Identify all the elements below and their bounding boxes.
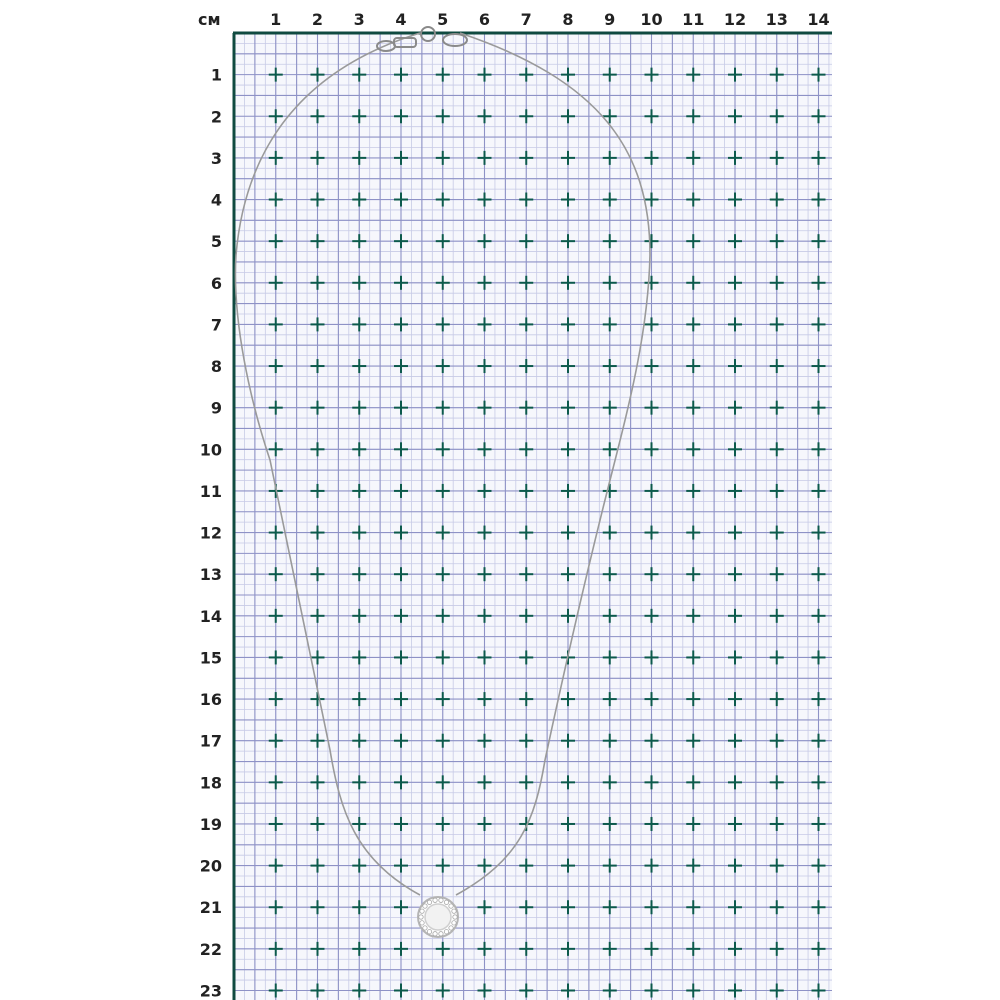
pendant-stone — [449, 926, 453, 930]
y-tick-label: 14 — [199, 606, 222, 626]
x-tick-label: 5 — [437, 10, 449, 29]
y-tick-label: 1 — [210, 65, 222, 85]
pendant-stone — [439, 898, 443, 902]
pendant-stone — [452, 921, 456, 925]
pendant-stone — [423, 926, 427, 930]
pendant-stone — [433, 898, 437, 902]
y-tick-label: 8 — [210, 357, 222, 377]
pendant-stone — [452, 909, 456, 913]
x-tick-label: 3 — [353, 10, 365, 29]
pendant-stone — [419, 915, 423, 919]
x-tick-label: 9 — [604, 10, 616, 29]
y-tick-label: 9 — [210, 398, 222, 418]
y-tick-label: 20 — [199, 856, 222, 876]
unit-label: см — [198, 10, 221, 29]
pendant-stone — [444, 900, 448, 904]
y-tick-label: 10 — [199, 440, 222, 460]
x-tick-label: 11 — [682, 10, 705, 29]
y-tick-label: 6 — [210, 273, 222, 293]
x-tick-label: 10 — [640, 10, 663, 29]
pendant-stone — [444, 930, 448, 934]
pendant-stone — [423, 904, 427, 908]
y-tick-label: 13 — [199, 565, 222, 585]
pendant-stone — [439, 932, 443, 936]
y-tick-label: 7 — [210, 315, 222, 335]
pendant-stone — [427, 930, 431, 934]
x-tick-label: 14 — [807, 10, 830, 29]
pendant-stone — [433, 932, 437, 936]
y-tick-label: 4 — [210, 190, 222, 210]
y-tick-label: 11 — [199, 481, 222, 501]
y-tick-label: 2 — [210, 107, 222, 127]
pendant-stone — [420, 909, 424, 913]
y-tick-label: 23 — [199, 981, 222, 1000]
y-tick-label: 17 — [199, 731, 222, 751]
x-tick-label: 7 — [520, 10, 532, 29]
y-tick-label: 3 — [210, 148, 222, 168]
y-tick-label: 16 — [199, 690, 222, 710]
x-tick-label: 6 — [478, 10, 491, 29]
x-tick-label: 12 — [723, 10, 747, 29]
y-tick-label: 22 — [199, 939, 222, 959]
x-tick-label: 4 — [395, 10, 407, 29]
pendant — [418, 897, 458, 937]
pendant-stone — [449, 904, 453, 908]
y-tick-label: 12 — [199, 523, 222, 543]
y-tick-label: 18 — [199, 773, 222, 793]
y-tick-label: 5 — [210, 232, 222, 252]
x-tick-label: 8 — [562, 10, 574, 29]
pendant-stone — [453, 915, 457, 919]
pendant-stone — [427, 900, 431, 904]
x-tick-label: 13 — [765, 10, 788, 29]
y-tick-label: 15 — [199, 648, 222, 668]
y-tick-label: 19 — [199, 814, 222, 834]
y-tick-label: 21 — [199, 898, 222, 918]
pendant-stone — [420, 921, 424, 925]
x-tick-label: 1 — [270, 10, 282, 29]
x-tick-label: 2 — [311, 10, 324, 29]
